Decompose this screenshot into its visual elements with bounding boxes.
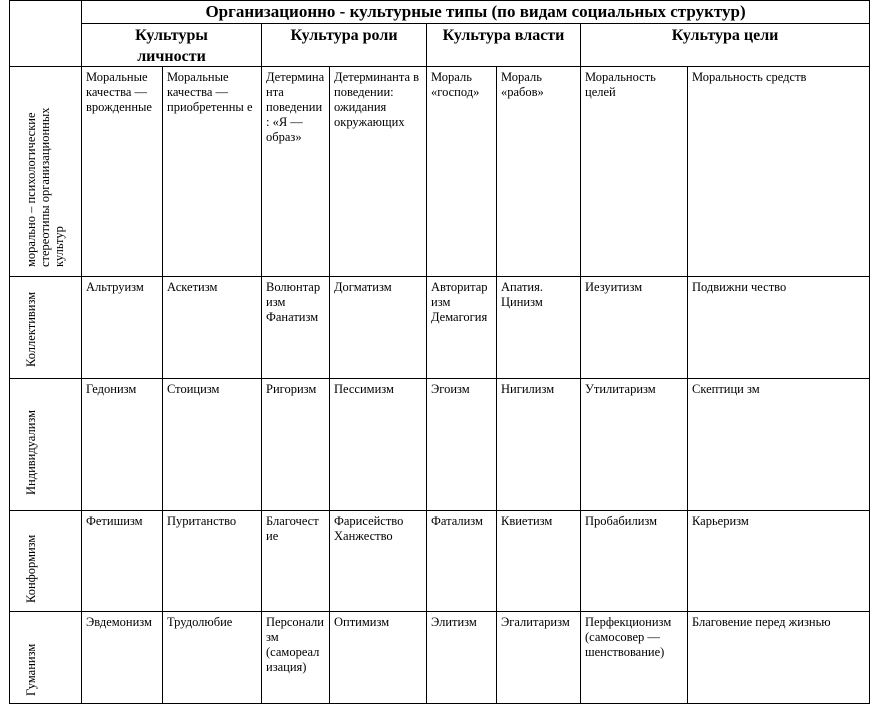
table-cell: Благовение перед жизнью: [688, 612, 870, 704]
table-cell: Гедонизм: [82, 379, 163, 511]
table-cell: Фарисейство Ханжество: [330, 511, 427, 612]
row-label-conformism: Конформизм: [10, 511, 82, 612]
row-label-collectivism: Коллективизм: [10, 277, 82, 379]
table-cell: Пессимизм: [330, 379, 427, 511]
table-cell: Детермина нта поведении : «Я — образ»: [262, 67, 330, 277]
group-personality-culture: Культуры личности: [82, 24, 262, 67]
table-cell: Апатия. Цинизм: [497, 277, 581, 379]
group-power-culture: Культура власти: [427, 24, 581, 67]
table-cell: Скептици зм: [688, 379, 870, 511]
table-cell: Иезуитизм: [581, 277, 688, 379]
row-label-humanism: Гуманизм: [10, 612, 82, 704]
row-label-moral-stereotypes: морально – психологические стереотипы организационных культур: [10, 67, 82, 277]
table-cell: Эвдемонизм: [82, 612, 163, 704]
table-cell: Фатализм: [427, 511, 497, 612]
table-cell: Эгалитаризм: [497, 612, 581, 704]
header-groups-row: [10, 24, 870, 67]
corner-cell: [10, 1, 82, 67]
table-cell: Детерминанта в поведении: ожидания окружающих: [330, 67, 427, 277]
table-cell: Пробабилизм: [581, 511, 688, 612]
table-cell: Догматизм: [330, 277, 427, 379]
table-cell: Моральные качества — врожденные: [82, 67, 163, 277]
table-cell: Пуританство: [163, 511, 262, 612]
table-cell: Персонали зм (самореал изация): [262, 612, 330, 704]
group-goal-culture: Культура цели: [581, 24, 870, 67]
row-label-individualism: Индивидуализм: [10, 379, 82, 511]
table-row: [10, 612, 870, 704]
table-cell: Мораль «рабов»: [497, 67, 581, 277]
table-cell: Перфекционизм (самосовер — шенствование): [581, 612, 688, 704]
table-cell: Волюнтар изм Фанатизм: [262, 277, 330, 379]
table-cell: Утилитаризм: [581, 379, 688, 511]
group-role-culture: Культура роли: [262, 24, 427, 67]
table-row: [10, 379, 870, 511]
table-cell: Моральность целей: [581, 67, 688, 277]
table-cell: Мораль «господ»: [427, 67, 497, 277]
table-cell: Оптимизм: [330, 612, 427, 704]
table-cell: Квиетизм: [497, 511, 581, 612]
table-cell: Эгоизм: [427, 379, 497, 511]
table-row: [10, 67, 870, 277]
table-cell: Фетишизм: [82, 511, 163, 612]
table-cell: Ригоризм: [262, 379, 330, 511]
table-cell: Авторитар изм Демагогия: [427, 277, 497, 379]
table-cell: Нигилизм: [497, 379, 581, 511]
table-cell: Стоицизм: [163, 379, 262, 511]
table-cell: Трудолюбие: [163, 612, 262, 704]
table-row: [10, 511, 870, 612]
table-cell: Моральность средств: [688, 67, 870, 277]
table-cell: Аскетизм: [163, 277, 262, 379]
header-title-row: [10, 1, 870, 24]
table-cell: Подвижни чество: [688, 277, 870, 379]
table-cell: Моральные качества — приобретенны е: [163, 67, 262, 277]
table-cell: Элитизм: [427, 612, 497, 704]
table-title: Организационно - культурные типы (по видам социальных структур): [82, 1, 870, 24]
table-cell: Карьеризм: [688, 511, 870, 612]
table-row: [10, 277, 870, 379]
culture-types-table: [9, 0, 870, 704]
table-cell: Благочест ие: [262, 511, 330, 612]
table-cell: Альтруизм: [82, 277, 163, 379]
